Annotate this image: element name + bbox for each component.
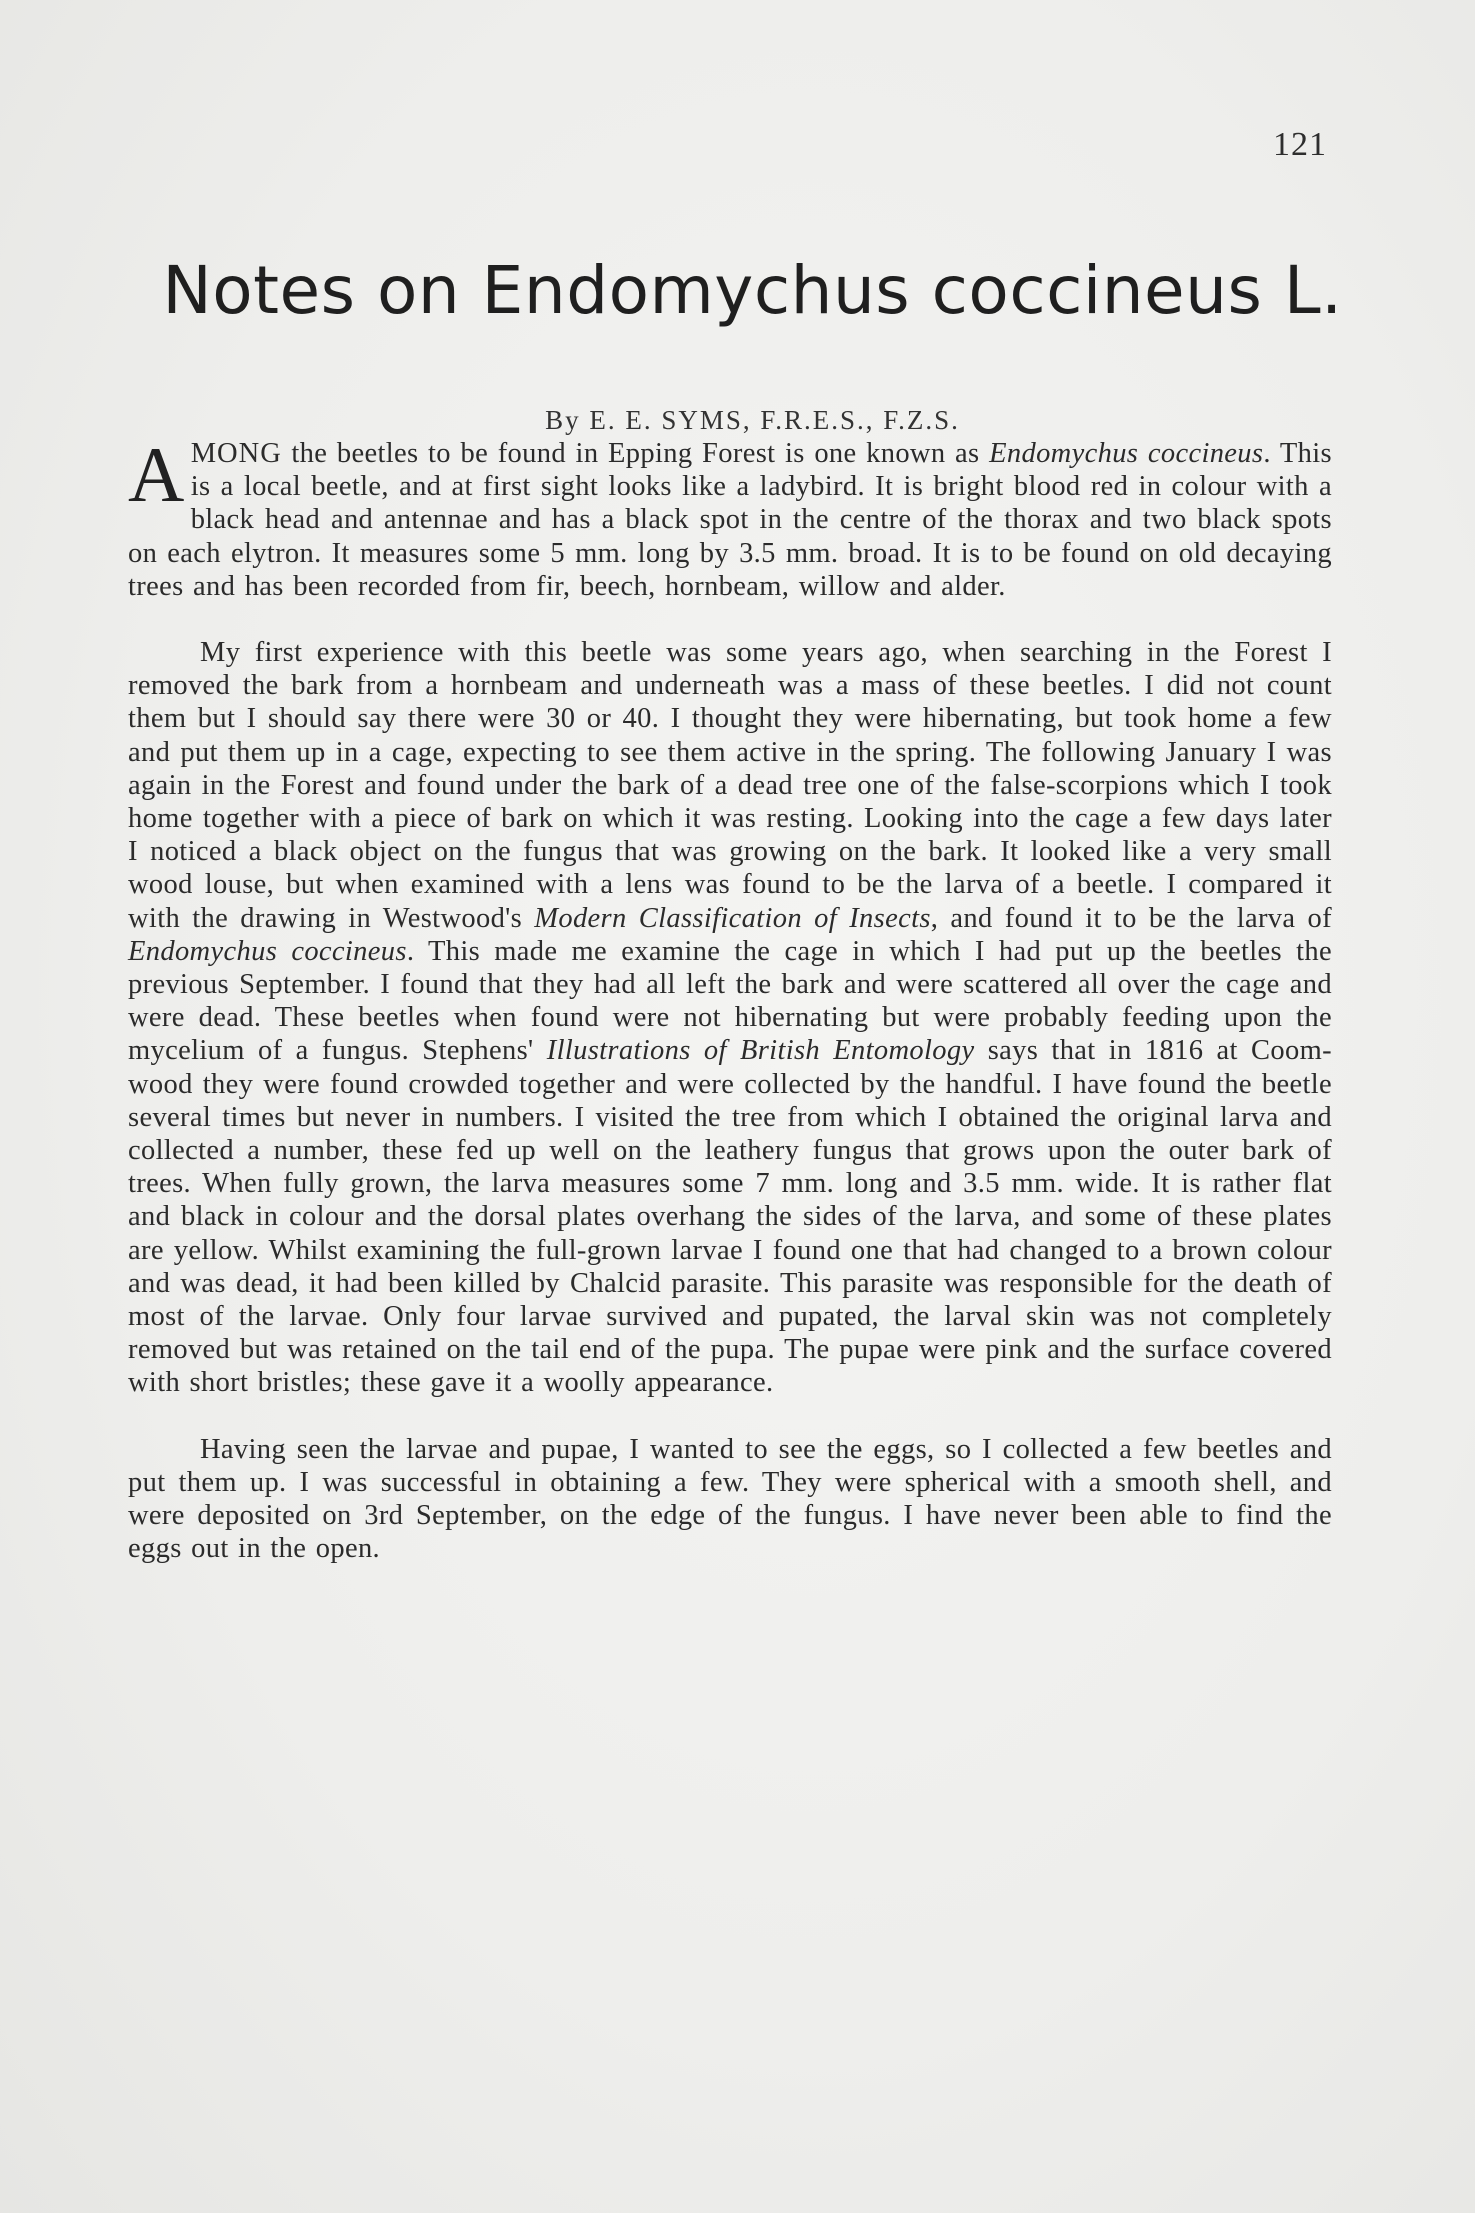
italic-book-title: Illustrations of British Entomology <box>546 1035 975 1067</box>
drop-cap: A <box>128 431 185 518</box>
text-run: . This made me examine the cage in which I had put up the beetles the previous September. I found that they had all left the bark and were scattered all over the cage and were dead. These beetles when found were not hibernating but were probably feeding upon the mycelium of a fungus. Stephens' <box>128 935 1332 1067</box>
text-run: the beetles to be found in Epping Forest is one known as <box>281 438 990 469</box>
text-run: Having seen the larvae and pupae, I wanted to see the eggs, so I collected a few beetles and put them up. I was successful in obtaining a few. They were spherical with a smooth shell, and were deposited on 3rd September, on the edge of the fungus. I have never been able to find the eggs out in the open. <box>128 1433 1332 1565</box>
paragraph-3 <box>128 1433 1332 1566</box>
italic-book-title: Modern Classification of Insects <box>534 902 931 934</box>
text-run: My first experience with this beetle was some years ago, when searching in the Forest I removed the bark from a hornbeam and underneath was a mass of these beetles. I did not count them but I should say there were 30 or 40. I thought they were hibernating, but took home a few and put them up in a cage, expecting to see them active in the spring. The following January I was again in the Forest and found under the bark of a dead tree one of the false-scorpions which I took home together with a piece of bark on which it was resting. Looking into the cage a few days later I noticed a black object on the fungus that was growing on the bark. It looked like a very small wood louse, but when examined with a lens was found to be the larva of a beetle. I compared it with the drawing in Westwood's <box>128 637 1332 934</box>
italic-species-name: Endomychus coccineus <box>128 935 407 967</box>
paragraph-1 <box>128 431 1332 603</box>
article-byline: By E. E. SYMS, F.R.E.S., F.Z.S. <box>545 405 960 435</box>
text-run: . This is a local beetle, and at first sight looks like a ladybird. It is bright blood red in colour with a black head and antennae and has a black spot in the centre of the thorax and two black spots on each elytron. It measures some 5 mm. long by 3.5 mm. broad. It is to be found on old decaying trees and has been recorded from fir, beech, hornbeam, willow and alder. <box>128 438 1332 602</box>
page-number: 121 <box>1273 126 1327 163</box>
paragraph-2 <box>128 636 1332 1400</box>
text-run: , and found it to be the larva of <box>930 902 1333 934</box>
italic-species-name: Endomychus coccineus <box>989 438 1264 469</box>
article-title: Notes on Endomychus coccineus L. <box>162 252 1343 329</box>
text-run: says that in 1816 at Coom-wood they were found crowded together and were collected by the handful. I have found the beetle several times but never in numbers. I visited the tree from which I obtained the original larva and collected a number, these fed up well on the leathery fungus that grows upon the outer bark of trees. When fully grown, the larva measures some 7 mm. long and 3.5 mm. wide. It is rather flat and black in colour and the dorsal plates overhang the sides of the larva, and some of these plates are yellow. Whilst examining the full-grown larvae I found one that had changed to a brown colour and was dead, it had been killed by Chalcid parasite. This parasite was responsible for the death of most of the larvae. Only four larvae survived and pupated, the larval skin was not completely removed but was retained on the tail end of the pupa. The pupae were pink and the surface covered with short bristles; these gave it a woolly appearance. <box>128 1035 1332 1399</box>
article-body <box>128 431 1333 1566</box>
small-caps-opening: MONG <box>190 438 282 469</box>
